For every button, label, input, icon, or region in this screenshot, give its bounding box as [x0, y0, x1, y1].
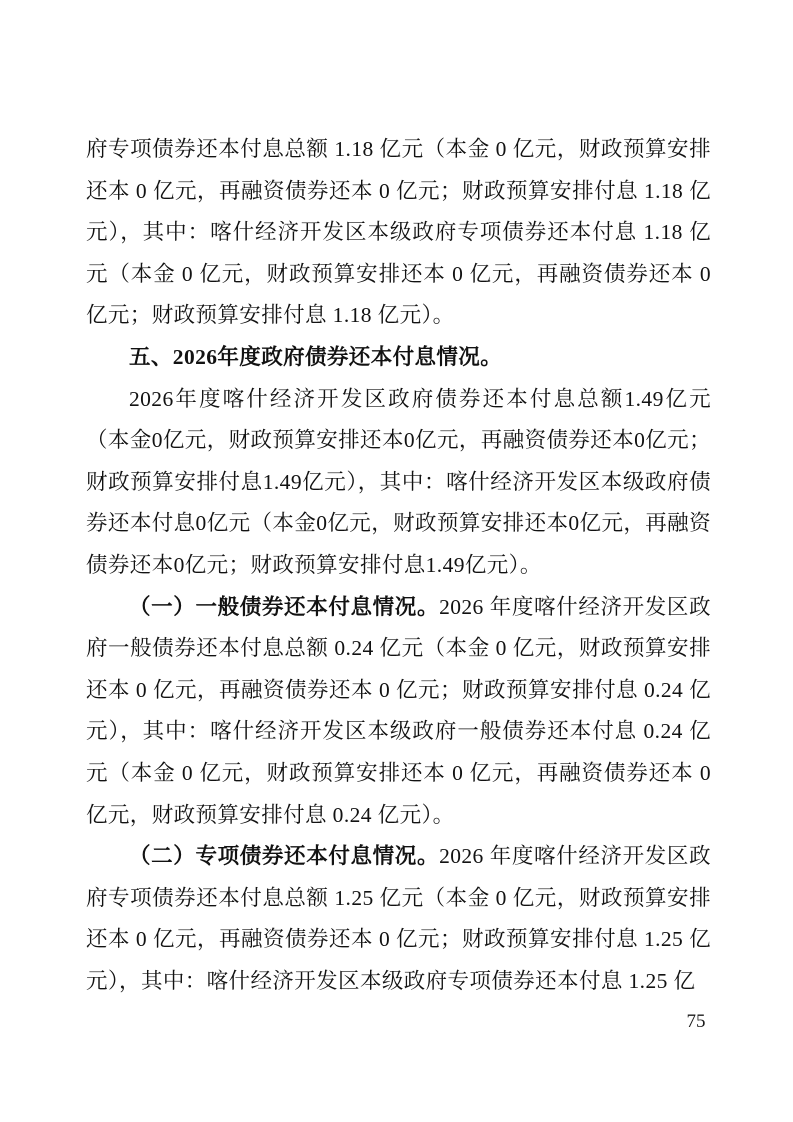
page-body-text-block	[86, 129, 711, 1002]
paragraph-text: 2026 年度喀什经济开发区政府专项债券还本付息总额 1.25 亿元（本金 0 亿元，财政预算安排还本 0 亿元，再融资债券还本 0 亿元；财政预算安排付息 1.25 亿元），其中：喀什经济开发区本级政府专项债券还本付息 1.25 亿	[86, 844, 711, 993]
paragraph-text: 2026 年度喀什经济开发区政府一般债券还本付息总额 0.24 亿元（本金 0 亿元，财政预算安排还本 0 亿元，再融资债券还本 0 亿元；财政预算安排付息 0.24 亿元），其中：喀什经济开发区本级政府一般债券还本付息 0.24 亿元（本金 0 亿元，财政预算安排还本 0 亿元，再融资债券还本 0 亿元，财政预算安排付息 0.24 亿元）。	[86, 594, 711, 827]
subsection-heading-general-bond: （一）一般债券还本付息情况。	[129, 594, 440, 619]
paragraph-text: 2026年度喀什经济开发区政府债券还本付息总额1.49亿元（本金0亿元，财政预算安排还本0亿元，再融资债券还本0亿元；财政预算安排付息1.49亿元），其中：喀什经济开发区本级政府债券还本付息0亿元（本金0亿元，财政预算安排还本0亿元，再融资债券还本0亿元；财政预算安排付息1.49亿元）。	[86, 386, 711, 577]
section-heading-5-2026-bond-repayment	[86, 337, 711, 379]
paragraph-text: 府专项债券还本付息总额 1.18 亿元（本金 0 亿元，财政预算安排还本 0 亿元，再融资债券还本 0 亿元；财政预算安排付息 1.18 亿元），其中：喀什经济开发区本级政府专项债券还本付息 1.18 亿元（本金 0 亿元，财政预算安排还本 0 亿元，再融资债券还本 0 亿元；财政预算安排付息 1.18 亿元）。	[86, 137, 711, 328]
paragraph-special-bond-1-18-continuation	[86, 129, 711, 337]
subsection-heading-special-bond: （二）专项债券还本付息情况。	[129, 844, 440, 869]
paragraph-total-bond-1-49	[86, 379, 711, 587]
paragraph-general-bond-0-24	[86, 587, 711, 837]
section-heading-text: 五、2026年度政府债券还本付息情况。	[129, 344, 503, 369]
page-number: 75	[686, 1011, 706, 1032]
paragraph-special-bond-1-25	[86, 836, 711, 1002]
